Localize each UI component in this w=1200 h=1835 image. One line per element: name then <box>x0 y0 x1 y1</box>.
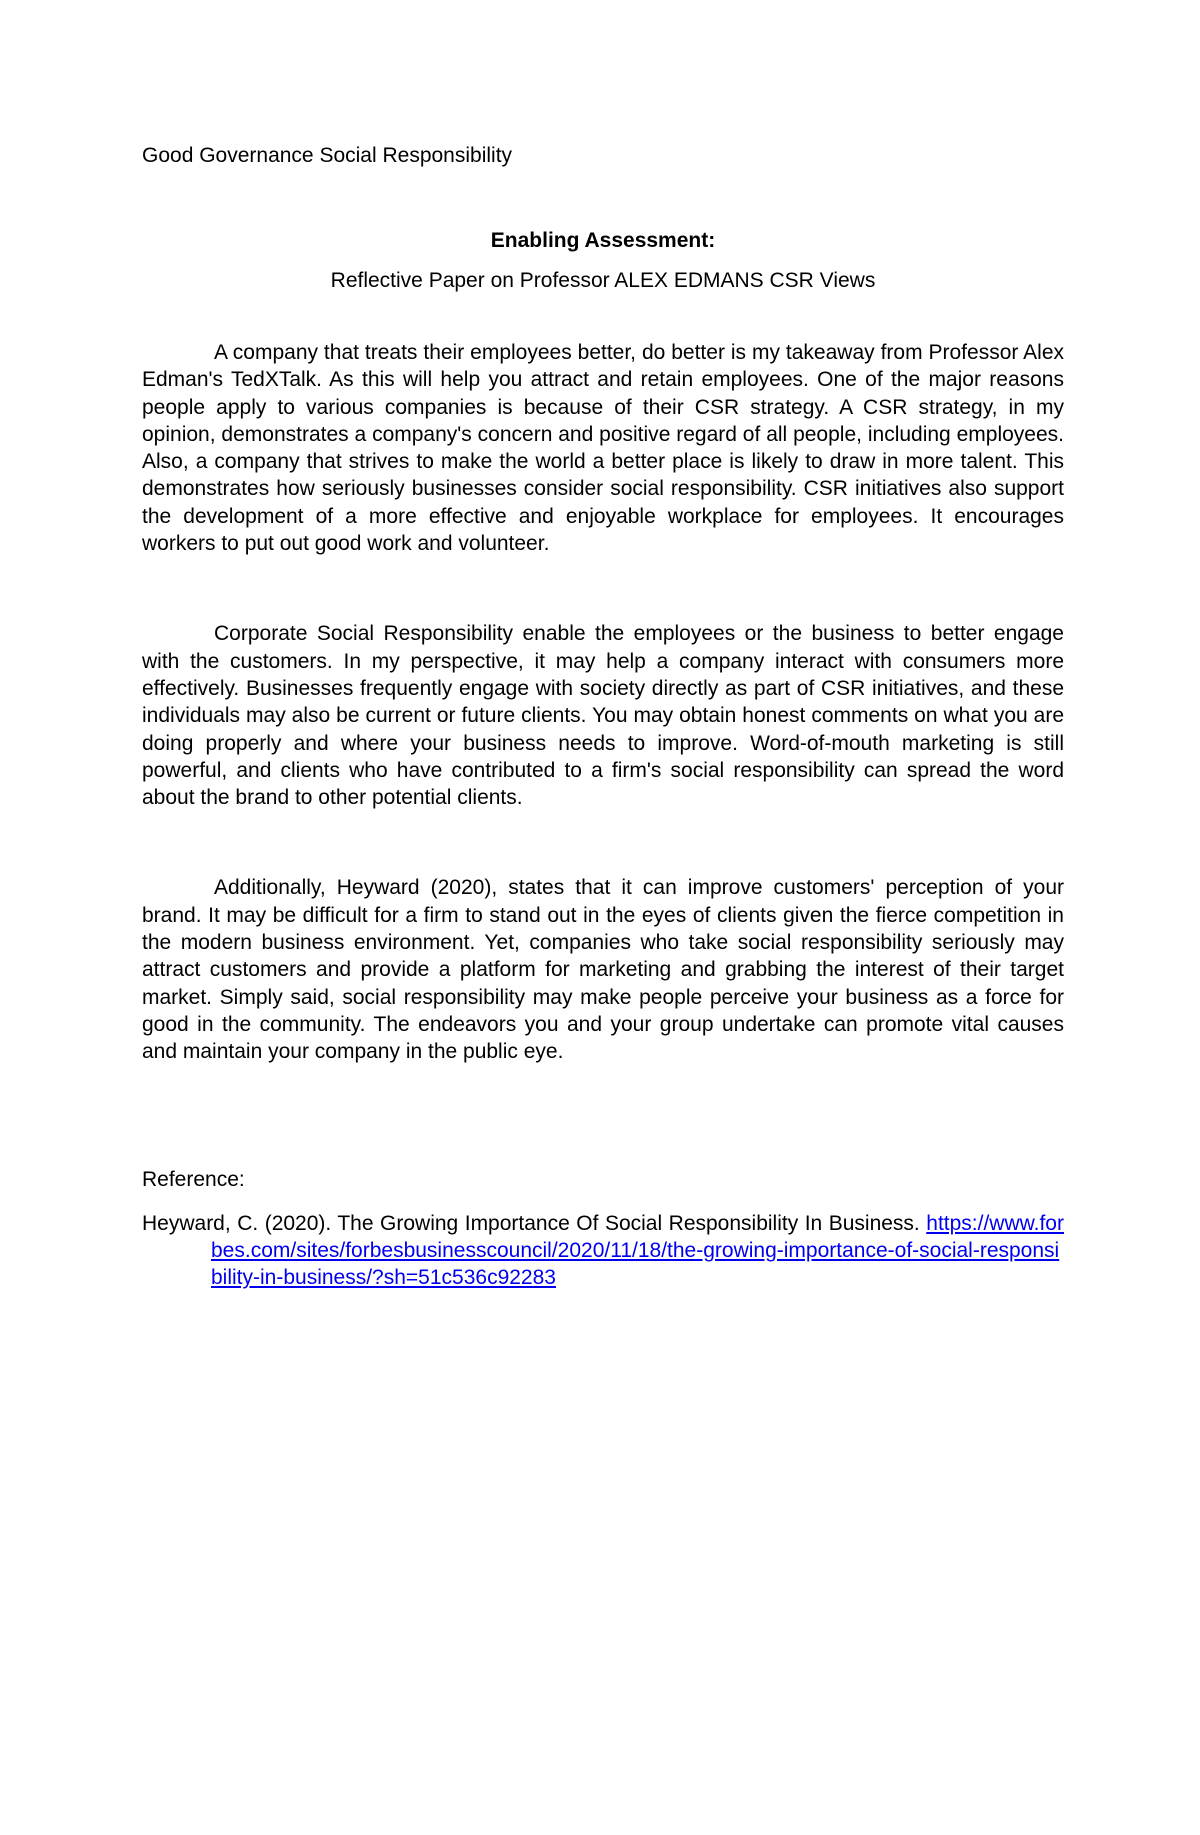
body-paragraph-1: A company that treats their employees better, do better is my takeaway from Professor Alex Edman's TedXTalk. As this will help you attract and retain employees. One of the major reasons people apply to various companies is because of their CSR strategy. A CSR strategy, in my opinion, demonstrates a company's concern and positive regard of all people, including employees. Also, a company that strives to make the world a better place is likely to draw in more talent. This demonstrates how seriously businesses consider social responsibility. CSR initiatives also support the development of a more effective and enjoyable workplace for employees. It encourages workers to put out good work and volunteer. <box>142 341 1064 556</box>
document-body <box>142 142 1064 1291</box>
assessment-subtitle: Reflective Paper on Professor ALEX EDMANS CSR Views <box>330 269 876 292</box>
reference-heading: Reference: <box>142 1167 245 1191</box>
assessment-title: Enabling Assessment: <box>490 229 716 252</box>
body-paragraph-2: Corporate Social Responsibility enable the employees or the business to better engage with the customers. In my perspective, it may help a company interact with consumers more effectively. Businesses frequently engage with society directly as part of CSR initiatives, and these individuals may also be current or future clients. You may obtain honest comments on what you are doing properly and where your business needs to improve. Word-of-mouth marketing is still powerful, and clients who have contributed to a firm's social responsibility can spread the word about the brand to other potential clients. <box>142 622 1064 810</box>
course-title: Good Governance Social Responsibility <box>142 144 513 167</box>
reference-citation: Heyward, C. (2020). The Growing Importance Of Social Responsibility In Business. <box>142 1211 920 1235</box>
reference-url-link[interactable]: https://www.forbes.com/sites/forbesbusinesscouncil/2020/11/18/the-growing-importance-of-social-responsibility-in-business/?sh=51c536c92283 <box>211 1211 1064 1290</box>
reference-entry <box>142 1210 1064 1292</box>
body-paragraph-3: Additionally, Heyward (2020), states that it can improve customers' perception of your brand. It may be difficult for a firm to stand out in the eyes of clients given the fierce competition in the modern business environment. Yet, companies who take social responsibility seriously may attract customers and provide a platform for marketing and grabbing the interest of their target market. Simply said, social responsibility may make people perceive your business as a force for good in the community. The endeavors you and your group undertake can promote vital causes and maintain your company in the public eye. <box>142 876 1064 1064</box>
